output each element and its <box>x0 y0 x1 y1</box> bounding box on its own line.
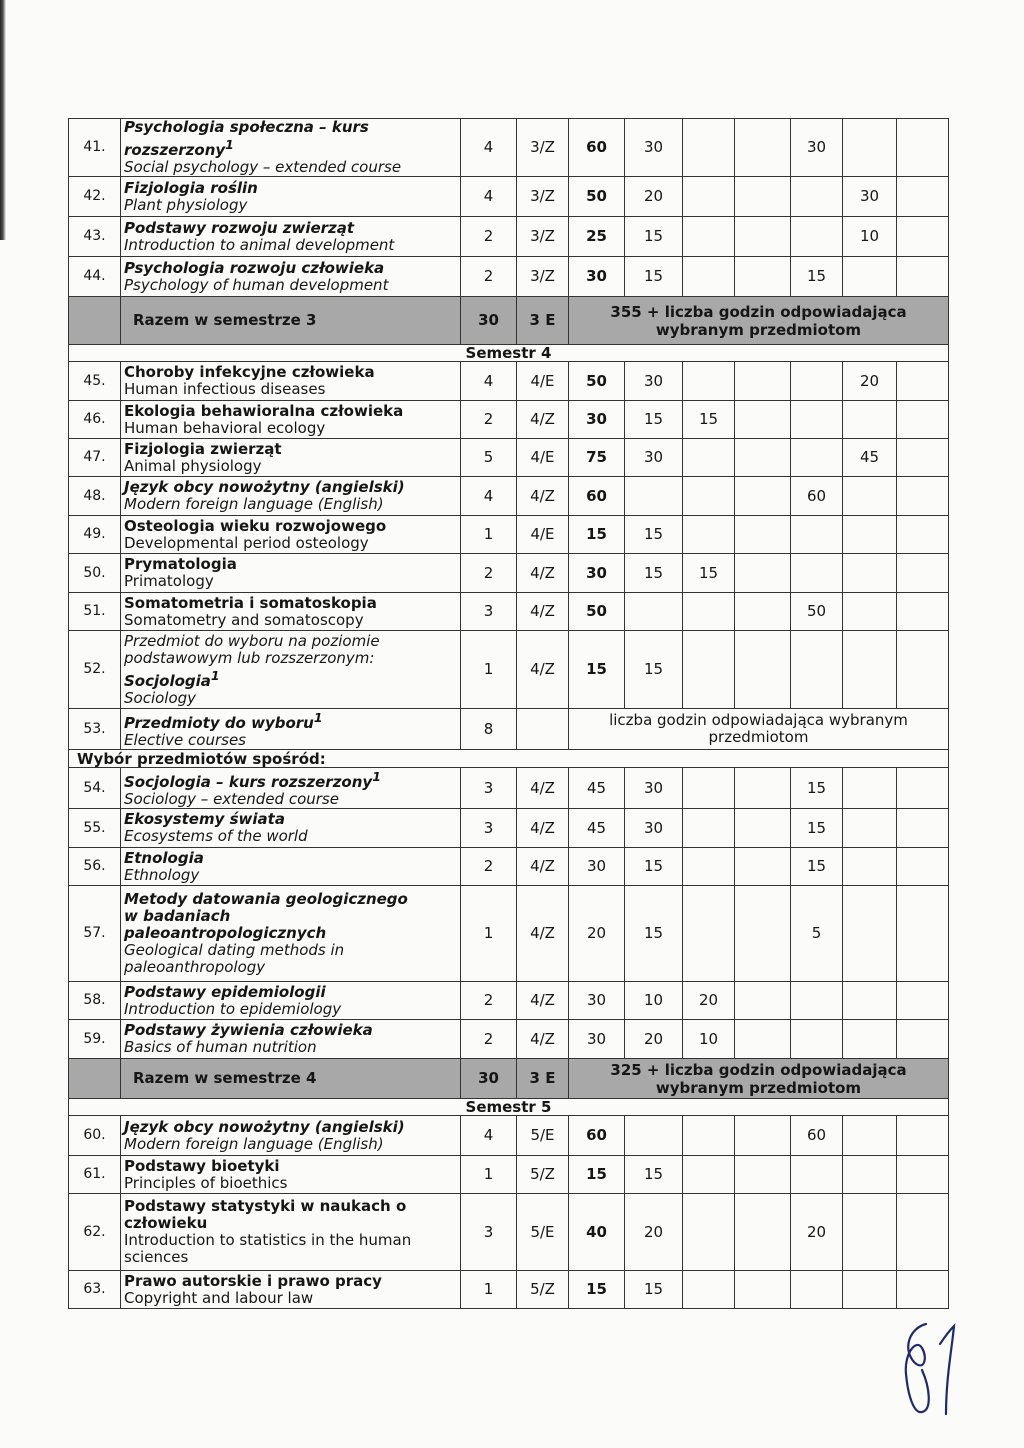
course-name: Podstawy rozwoju zwierząt Introduction to animal development <box>121 217 461 257</box>
semester-cell: 4/Z <box>517 401 569 439</box>
table-row <box>69 362 949 401</box>
hours-cell <box>843 886 897 982</box>
semester-cell: 4/E <box>517 516 569 554</box>
hours-cell <box>843 1156 897 1194</box>
hours-cell <box>897 768 949 809</box>
table-row <box>69 1116 949 1156</box>
semester-total-row <box>69 297 949 345</box>
semester-cell: 4/Z <box>517 631 569 709</box>
hours-cell: 30 <box>791 119 843 177</box>
hours-cell <box>897 809 949 848</box>
curriculum-table <box>68 118 949 1309</box>
hours-cell <box>735 1271 791 1309</box>
hours-cell <box>897 401 949 439</box>
semester-cell: 4/E <box>517 439 569 477</box>
total-hours-cell: 50 <box>569 362 625 401</box>
row-number: 44. <box>69 257 121 297</box>
hours-cell <box>791 1271 843 1309</box>
hours-cell <box>843 257 897 297</box>
hours-cell <box>683 516 735 554</box>
hours-cell <box>791 516 843 554</box>
hours-cell <box>897 631 949 709</box>
hours-cell <box>791 362 843 401</box>
total-hours-cell: 60 <box>569 119 625 177</box>
hours-cell <box>735 1116 791 1156</box>
row-number: 61. <box>69 1156 121 1194</box>
table-row <box>69 401 949 439</box>
hours-cell <box>735 217 791 257</box>
hours-cell <box>683 809 735 848</box>
lecture-hours-cell: 15 <box>625 1156 683 1194</box>
handwritten-page-number <box>892 1318 972 1426</box>
hours-cell <box>735 982 791 1020</box>
hours-cell: 15 <box>791 257 843 297</box>
hours-cell: 15 <box>683 554 735 593</box>
hours-cell <box>843 593 897 631</box>
row-number: 63. <box>69 1271 121 1309</box>
semester-header-row <box>69 1099 949 1116</box>
ects-cell: 1 <box>461 1156 517 1194</box>
row-number: 46. <box>69 401 121 439</box>
hours-cell <box>843 1194 897 1271</box>
row-number: 48. <box>69 477 121 516</box>
hours-cell <box>735 1194 791 1271</box>
hours-cell <box>683 217 735 257</box>
table-row <box>69 119 949 177</box>
lecture-hours-cell: 15 <box>625 401 683 439</box>
total-hours-cell: 15 <box>569 1271 625 1309</box>
total-hours-summary: 355 + liczba godzin odpowiadająca wybranym przedmiotom <box>569 297 949 345</box>
hours-cell <box>683 257 735 297</box>
ects-cell: 4 <box>461 119 517 177</box>
semester-cell: 4/Z <box>517 848 569 886</box>
table-row <box>69 982 949 1020</box>
semester-cell: 3/Z <box>517 217 569 257</box>
lecture-hours-cell: 15 <box>625 1271 683 1309</box>
course-name: Prawo autorskie i prawo pracy Copyright and labour law <box>121 1271 461 1309</box>
hours-cell <box>735 119 791 177</box>
semester-cell: 4/Z <box>517 477 569 516</box>
ects-cell: 8 <box>461 709 517 750</box>
row-number: 57. <box>69 886 121 982</box>
semester-cell: 3/Z <box>517 119 569 177</box>
total-hours-cell: 30 <box>569 257 625 297</box>
lecture-hours-cell: 30 <box>625 362 683 401</box>
row-number: 42. <box>69 177 121 217</box>
total-hours-cell: 15 <box>569 516 625 554</box>
lecture-hours-cell: 30 <box>625 768 683 809</box>
total-exams: 3 E <box>517 297 569 345</box>
hours-cell <box>843 848 897 886</box>
lecture-hours-cell: 15 <box>625 631 683 709</box>
hours-cell <box>735 257 791 297</box>
hours-cell <box>735 1156 791 1194</box>
hours-cell <box>683 1271 735 1309</box>
hours-cell <box>791 439 843 477</box>
course-name: Socjologia – kurs rozszerzony$^1$ Sociology – extended course <box>121 768 461 809</box>
hours-cell: 5 <box>791 886 843 982</box>
hours-cell: 15 <box>683 401 735 439</box>
hours-cell <box>683 593 735 631</box>
ects-cell: 2 <box>461 554 517 593</box>
total-hours-cell: 30 <box>569 982 625 1020</box>
semester-cell: 4/Z <box>517 809 569 848</box>
row-number: 58. <box>69 982 121 1020</box>
lecture-hours-cell: 15 <box>625 217 683 257</box>
row-number: 43. <box>69 217 121 257</box>
table-row <box>69 439 949 477</box>
course-name: Fizjologia roślin Plant physiology <box>121 177 461 217</box>
ects-cell: 5 <box>461 439 517 477</box>
ects-cell: 4 <box>461 177 517 217</box>
lecture-hours-cell <box>625 593 683 631</box>
semester-cell: 3/Z <box>517 177 569 217</box>
total-hours-cell: 15 <box>569 631 625 709</box>
table-row <box>69 1156 949 1194</box>
course-name: Etnologia Ethnology <box>121 848 461 886</box>
hours-cell <box>735 477 791 516</box>
hours-cell <box>735 177 791 217</box>
semester-cell: 5/Z <box>517 1156 569 1194</box>
ects-cell: 2 <box>461 1020 517 1059</box>
semester-cell: 5/E <box>517 1194 569 1271</box>
lecture-hours-cell: 20 <box>625 177 683 217</box>
ects-cell: 2 <box>461 401 517 439</box>
row-number: 60. <box>69 1116 121 1156</box>
course-name: Choroby infekcyjne człowieka Human infectious diseases <box>121 362 461 401</box>
ects-cell: 1 <box>461 886 517 982</box>
table-row <box>69 886 949 982</box>
table-row <box>69 554 949 593</box>
elective-choice-header: Wybór przedmiotów spośród: <box>69 750 949 768</box>
total-hours-cell: 50 <box>569 593 625 631</box>
table-row <box>69 848 949 886</box>
hours-cell: 10 <box>683 1020 735 1059</box>
hours-cell: 60 <box>791 1116 843 1156</box>
hours-cell <box>843 1271 897 1309</box>
hours-cell <box>897 1020 949 1059</box>
semester-cell: 4/Z <box>517 593 569 631</box>
row-number: 62. <box>69 1194 121 1271</box>
total-hours-cell: 45 <box>569 809 625 848</box>
hours-cell: 15 <box>791 768 843 809</box>
table-row <box>69 709 949 750</box>
semester-cell <box>517 709 569 750</box>
hours-cell <box>683 362 735 401</box>
total-hours-cell: 25 <box>569 217 625 257</box>
hours-cell <box>683 1194 735 1271</box>
hours-cell <box>897 362 949 401</box>
hours-cell <box>897 848 949 886</box>
table-row <box>69 1194 949 1271</box>
hours-cell <box>897 439 949 477</box>
lecture-hours-cell: 15 <box>625 886 683 982</box>
ects-cell: 2 <box>461 982 517 1020</box>
hours-cell <box>897 257 949 297</box>
hours-cell <box>791 217 843 257</box>
hours-cell <box>791 1156 843 1194</box>
scan-edge <box>0 0 6 240</box>
table-row <box>69 809 949 848</box>
lecture-hours-cell: 15 <box>625 257 683 297</box>
course-name: Przedmiot do wyboru na poziomie podstawowym lub rozszerzonym: Socjologia$^1$ Sociology <box>121 631 461 709</box>
semester-cell: 4/Z <box>517 1020 569 1059</box>
course-name: Psychologia rozwoju człowieka Psychology of human development <box>121 257 461 297</box>
course-name: Psychologia społeczna – kurs rozszerzony$^1$ Social psychology – extended course <box>121 119 461 177</box>
hours-cell <box>843 554 897 593</box>
hours-cell <box>735 593 791 631</box>
course-name: Podstawy żywienia człowieka Basics of human nutrition <box>121 1020 461 1059</box>
hours-cell <box>735 401 791 439</box>
total-hours-cell: 30 <box>569 848 625 886</box>
course-name: Podstawy bioetyki Principles of bioethics <box>121 1156 461 1194</box>
row-number: 54. <box>69 768 121 809</box>
lecture-hours-cell: 10 <box>625 982 683 1020</box>
ects-cell: 4 <box>461 1116 517 1156</box>
row-number: 52. <box>69 631 121 709</box>
hours-cell <box>897 554 949 593</box>
lecture-hours-cell: 15 <box>625 554 683 593</box>
hours-cell <box>735 439 791 477</box>
total-hours-summary: 325 + liczba godzin odpowiadająca wybranym przedmiotom <box>569 1059 949 1099</box>
semester-cell: 4/Z <box>517 554 569 593</box>
semester-cell: 5/Z <box>517 1271 569 1309</box>
course-name: Osteologia wieku rozwojowego Developmental period osteology <box>121 516 461 554</box>
ects-cell: 4 <box>461 362 517 401</box>
hours-cell <box>735 1020 791 1059</box>
hours-cell <box>843 401 897 439</box>
total-hours-cell: 75 <box>569 439 625 477</box>
course-name: Somatometria i somatoskopia Somatometry and somatoscopy <box>121 593 461 631</box>
hours-cell <box>735 631 791 709</box>
total-hours-cell: 50 <box>569 177 625 217</box>
hours-cell <box>683 177 735 217</box>
semester-cell: 5/E <box>517 1116 569 1156</box>
hours-cell <box>791 554 843 593</box>
row-number: 50. <box>69 554 121 593</box>
semester-cell: 4/Z <box>517 886 569 982</box>
total-exams: 3 E <box>517 1059 569 1099</box>
hours-cell <box>897 1156 949 1194</box>
semester-cell: 4/Z <box>517 768 569 809</box>
table-row <box>69 477 949 516</box>
semester-total-row <box>69 1059 949 1099</box>
table-row <box>69 177 949 217</box>
lecture-hours-cell <box>625 1116 683 1156</box>
course-name: Język obcy nowożytny (angielski) Modern foreign language (English) <box>121 477 461 516</box>
hours-cell <box>897 516 949 554</box>
total-hours-cell: 20 <box>569 886 625 982</box>
ects-cell: 1 <box>461 631 517 709</box>
semester-cell: 4/Z <box>517 982 569 1020</box>
semester-header: Semestr 5 <box>69 1099 949 1116</box>
ects-cell: 3 <box>461 1194 517 1271</box>
ects-cell: 3 <box>461 809 517 848</box>
lecture-hours-cell: 30 <box>625 439 683 477</box>
hours-cell: 15 <box>791 809 843 848</box>
hours-cell <box>735 516 791 554</box>
total-ects: 30 <box>461 1059 517 1099</box>
hours-cell <box>897 982 949 1020</box>
total-ects: 30 <box>461 297 517 345</box>
total-hours-cell: 60 <box>569 477 625 516</box>
hours-cell <box>683 886 735 982</box>
hours-cell <box>843 1116 897 1156</box>
hours-cell <box>791 982 843 1020</box>
course-name: Przedmioty do wyboru$^1$ Elective courses <box>121 709 461 750</box>
total-hours-cell: 40 <box>569 1194 625 1271</box>
hours-cell <box>843 516 897 554</box>
course-name: Podstawy epidemiologii Introduction to epidemiology <box>121 982 461 1020</box>
course-name: Ekologia behawioralna człowieka Human behavioral ecology <box>121 401 461 439</box>
hours-cell <box>683 477 735 516</box>
hours-cell <box>735 809 791 848</box>
course-name: Prymatologia Primatology <box>121 554 461 593</box>
hours-cell <box>897 1194 949 1271</box>
hours-cell <box>791 631 843 709</box>
hours-cell <box>791 1020 843 1059</box>
lecture-hours-cell: 30 <box>625 809 683 848</box>
semester-header: Semestr 4 <box>69 345 949 362</box>
hours-cell: 60 <box>791 477 843 516</box>
course-name: Fizjologia zwierząt Animal physiology <box>121 439 461 477</box>
total-hours-cell: 30 <box>569 554 625 593</box>
hours-cell <box>683 631 735 709</box>
hours-cell: 20 <box>683 982 735 1020</box>
hours-cell <box>791 401 843 439</box>
table-row <box>69 1271 949 1309</box>
hours-cell <box>683 848 735 886</box>
total-hours-cell: 45 <box>569 768 625 809</box>
ects-cell: 2 <box>461 217 517 257</box>
row-number: 45. <box>69 362 121 401</box>
table-row <box>69 257 949 297</box>
hours-cell <box>843 119 897 177</box>
hours-cell <box>683 768 735 809</box>
hours-cell <box>843 768 897 809</box>
lecture-hours-cell <box>625 477 683 516</box>
hours-cell: 10 <box>843 217 897 257</box>
ects-cell: 3 <box>461 768 517 809</box>
lecture-hours-cell: 15 <box>625 848 683 886</box>
semester-total-label: Razem w semestrze 3 <box>121 297 461 345</box>
table-row <box>69 1020 949 1059</box>
hours-cell <box>843 809 897 848</box>
hours-cell <box>897 477 949 516</box>
row-number: 49. <box>69 516 121 554</box>
total-hours-cell: 30 <box>569 1020 625 1059</box>
row-number: 56. <box>69 848 121 886</box>
ects-cell: 2 <box>461 257 517 297</box>
semester-total-label: Razem w semestrze 4 <box>121 1059 461 1099</box>
hours-cell <box>683 1116 735 1156</box>
elective-choice-row <box>69 750 949 768</box>
hours-cell <box>735 886 791 982</box>
hours-cell <box>735 768 791 809</box>
hours-cell <box>897 119 949 177</box>
course-name: Język obcy nowożytny (angielski) Modern foreign language (English) <box>121 1116 461 1156</box>
course-name: Podstawy statystyki w naukach o człowieku Introduction to statistics in the human sciences <box>121 1194 461 1271</box>
hours-cell <box>897 217 949 257</box>
hours-cell <box>683 439 735 477</box>
hours-cell <box>897 177 949 217</box>
table-row <box>69 768 949 809</box>
ects-cell: 2 <box>461 848 517 886</box>
row-number: 59. <box>69 1020 121 1059</box>
row-number: 41. <box>69 119 121 177</box>
semester-cell: 3/Z <box>517 257 569 297</box>
hours-cell <box>683 1156 735 1194</box>
hours-cell <box>843 982 897 1020</box>
row-number: 47. <box>69 439 121 477</box>
hours-cell <box>897 1116 949 1156</box>
hours-cell <box>843 631 897 709</box>
hours-cell: 45 <box>843 439 897 477</box>
hours-cell: 20 <box>843 362 897 401</box>
course-name: Ekosystemy świata Ecosystems of the world <box>121 809 461 848</box>
semester-cell: 4/E <box>517 362 569 401</box>
course-name: Metody datowania geologicznego w badaniach paleoantropologicznych Geological dating methods in paleoanthropology <box>121 886 461 982</box>
table-row <box>69 631 949 709</box>
total-spacer <box>69 1059 121 1099</box>
hours-cell <box>843 477 897 516</box>
hours-cell <box>735 848 791 886</box>
hours-cell <box>897 886 949 982</box>
lecture-hours-cell: 20 <box>625 1194 683 1271</box>
semester-header-row <box>69 345 949 362</box>
ects-cell: 3 <box>461 593 517 631</box>
lecture-hours-cell: 20 <box>625 1020 683 1059</box>
hours-cell <box>683 119 735 177</box>
hours-cell: 20 <box>791 1194 843 1271</box>
total-hours-cell: 60 <box>569 1116 625 1156</box>
ects-cell: 1 <box>461 1271 517 1309</box>
elective-hours-note: liczba godzin odpowiadająca wybranym przedmiotom <box>569 709 949 750</box>
hours-cell: 30 <box>843 177 897 217</box>
table-row <box>69 593 949 631</box>
lecture-hours-cell: 30 <box>625 119 683 177</box>
hours-cell: 50 <box>791 593 843 631</box>
ects-cell: 4 <box>461 477 517 516</box>
hours-cell <box>897 593 949 631</box>
hours-cell <box>843 1020 897 1059</box>
ects-cell: 1 <box>461 516 517 554</box>
row-number: 53. <box>69 709 121 750</box>
hours-cell <box>791 177 843 217</box>
total-hours-cell: 15 <box>569 1156 625 1194</box>
total-hours-cell: 30 <box>569 401 625 439</box>
table-row <box>69 516 949 554</box>
hours-cell: 15 <box>791 848 843 886</box>
hours-cell <box>735 362 791 401</box>
total-spacer <box>69 297 121 345</box>
hours-cell <box>897 1271 949 1309</box>
row-number: 51. <box>69 593 121 631</box>
table-row <box>69 217 949 257</box>
row-number: 55. <box>69 809 121 848</box>
hours-cell <box>735 554 791 593</box>
lecture-hours-cell: 15 <box>625 516 683 554</box>
